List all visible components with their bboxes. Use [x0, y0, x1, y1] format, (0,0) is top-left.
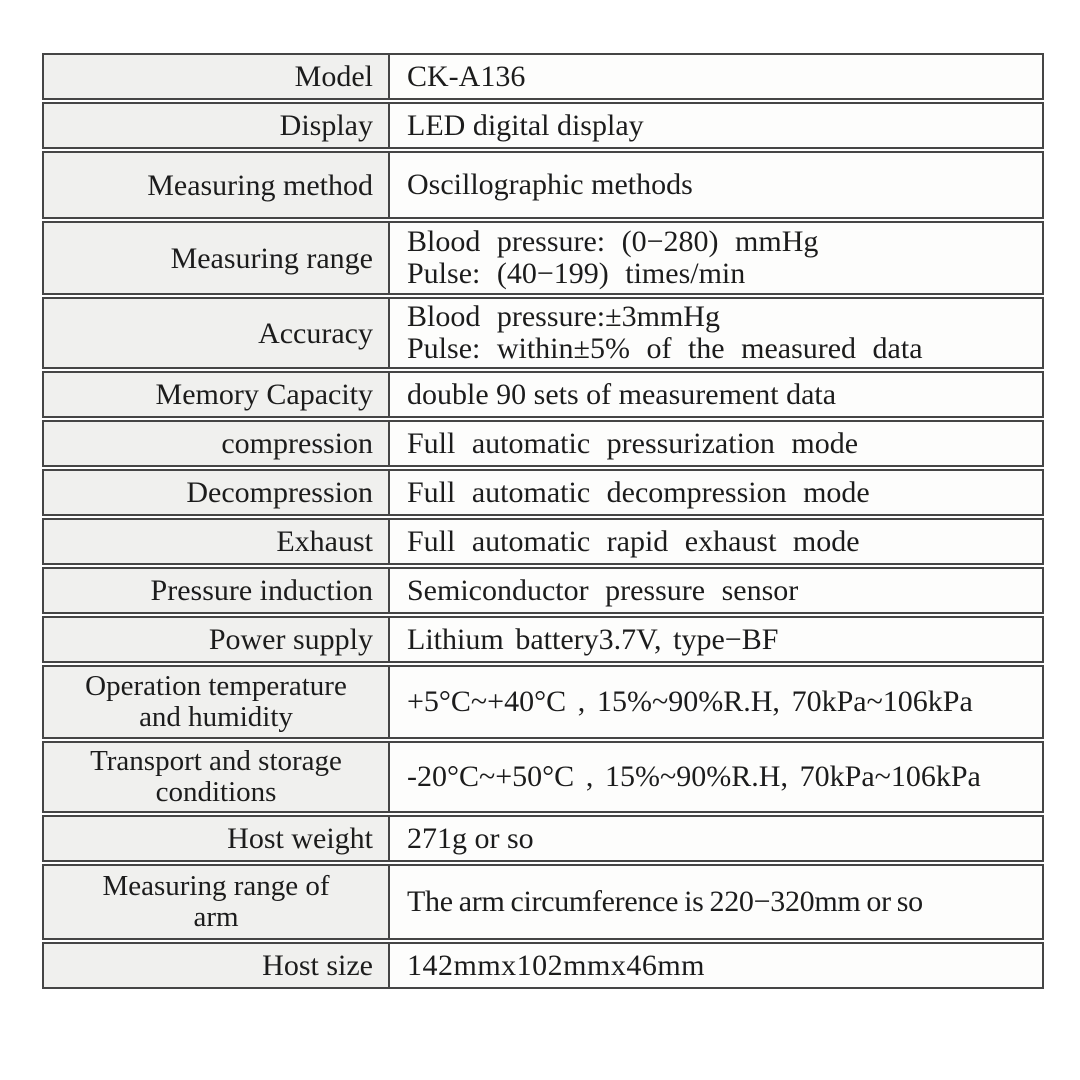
spec-row-operation-temperature	[42, 665, 1044, 739]
spec-row-measuring-method	[42, 151, 1044, 219]
spec-label-power-supply: Power supply	[44, 618, 390, 661]
spec-label-line: arm	[193, 901, 239, 933]
spec-label-transport-storage	[44, 743, 390, 811]
spec-value-measuring-method: Oscillographic methods	[407, 168, 693, 202]
spec-value-power-supply: Lithium battery3.7V, type−BF	[407, 622, 779, 656]
spec-label-model: Model	[44, 55, 390, 98]
spec-value-compression: Full automatic pressurization mode	[407, 426, 859, 460]
spec-value-decompression: Full automatic decompression mode	[407, 475, 870, 509]
spec-row-host-size	[42, 942, 1044, 989]
spec-table	[42, 53, 1044, 991]
spec-value-host-weight: 271g or so	[407, 821, 534, 855]
spec-label-host-weight: Host weight	[44, 817, 390, 860]
spec-row-power-supply	[42, 616, 1044, 663]
spec-row-pressure-induction	[42, 567, 1044, 614]
spec-label-line: Operation temperature	[85, 669, 347, 702]
spec-value-pressure-induction: Semiconductor pressure sensor	[407, 573, 799, 607]
spec-row-memory-capacity	[42, 371, 1044, 418]
spec-value-arm-range: The arm circumference is 220−320mm or so	[407, 885, 923, 919]
spec-label-line: and humidity	[139, 701, 293, 733]
spec-row-arm-range	[42, 864, 1044, 940]
spec-row-display	[42, 102, 1044, 149]
spec-label-measuring-range: Measuring range	[44, 223, 390, 293]
spec-row-transport-storage	[42, 741, 1044, 813]
spec-value-line: Blood pressure:±3mmHg	[407, 300, 720, 334]
spec-label-host-size: Host size	[44, 944, 390, 987]
spec-row-exhaust	[42, 518, 1044, 565]
spec-value-memory-capacity: double 90 sets of measurement data	[407, 377, 837, 411]
spec-value-line: Pulse: (40−199) times/min	[407, 257, 746, 290]
spec-label-memory-capacity: Memory Capacity	[44, 373, 390, 416]
spec-label-line: Transport and storage	[90, 744, 342, 777]
spec-value-transport-storage: -20°C~+50°C , 15%~90%R.H, 70kPa~106kPa	[407, 760, 981, 794]
spec-row-measuring-range	[42, 221, 1044, 295]
spec-value-line: Pulse: within±5% of the measured data	[407, 332, 923, 365]
spec-value-accuracy	[390, 299, 1042, 367]
spec-label-exhaust: Exhaust	[44, 520, 390, 563]
spec-row-accuracy	[42, 297, 1044, 369]
spec-label-arm-range	[44, 866, 390, 938]
spec-row-host-weight	[42, 815, 1044, 862]
spec-label-accuracy: Accuracy	[44, 299, 390, 367]
spec-label-line: Measuring range of	[102, 869, 330, 902]
spec-label-compression: compression	[44, 422, 390, 465]
spec-row-decompression	[42, 469, 1044, 516]
spec-value-exhaust: Full automatic rapid exhaust mode	[407, 524, 860, 558]
spec-label-pressure-induction: Pressure induction	[44, 569, 390, 612]
spec-value-host-size: 142mmx102mmx46mm	[407, 948, 706, 982]
spec-label-measuring-method: Measuring method	[44, 153, 390, 217]
spec-row-compression	[42, 420, 1044, 467]
spec-label-line: conditions	[155, 776, 277, 808]
spec-value-operation-temperature: +5°C~+40°C , 15%~90%R.H, 70kPa~106kPa	[407, 685, 973, 719]
spec-label-display: Display	[44, 104, 390, 147]
spec-value-line: Blood pressure: (0−280) mmHg	[407, 225, 819, 259]
spec-value-display: LED digital display	[407, 108, 644, 142]
spec-value-model: CK-A136	[407, 59, 526, 93]
spec-row-model	[42, 53, 1044, 100]
spec-value-measuring-range	[390, 223, 1042, 293]
spec-label-operation-temperature	[44, 667, 390, 737]
spec-label-decompression: Decompression	[44, 471, 390, 514]
